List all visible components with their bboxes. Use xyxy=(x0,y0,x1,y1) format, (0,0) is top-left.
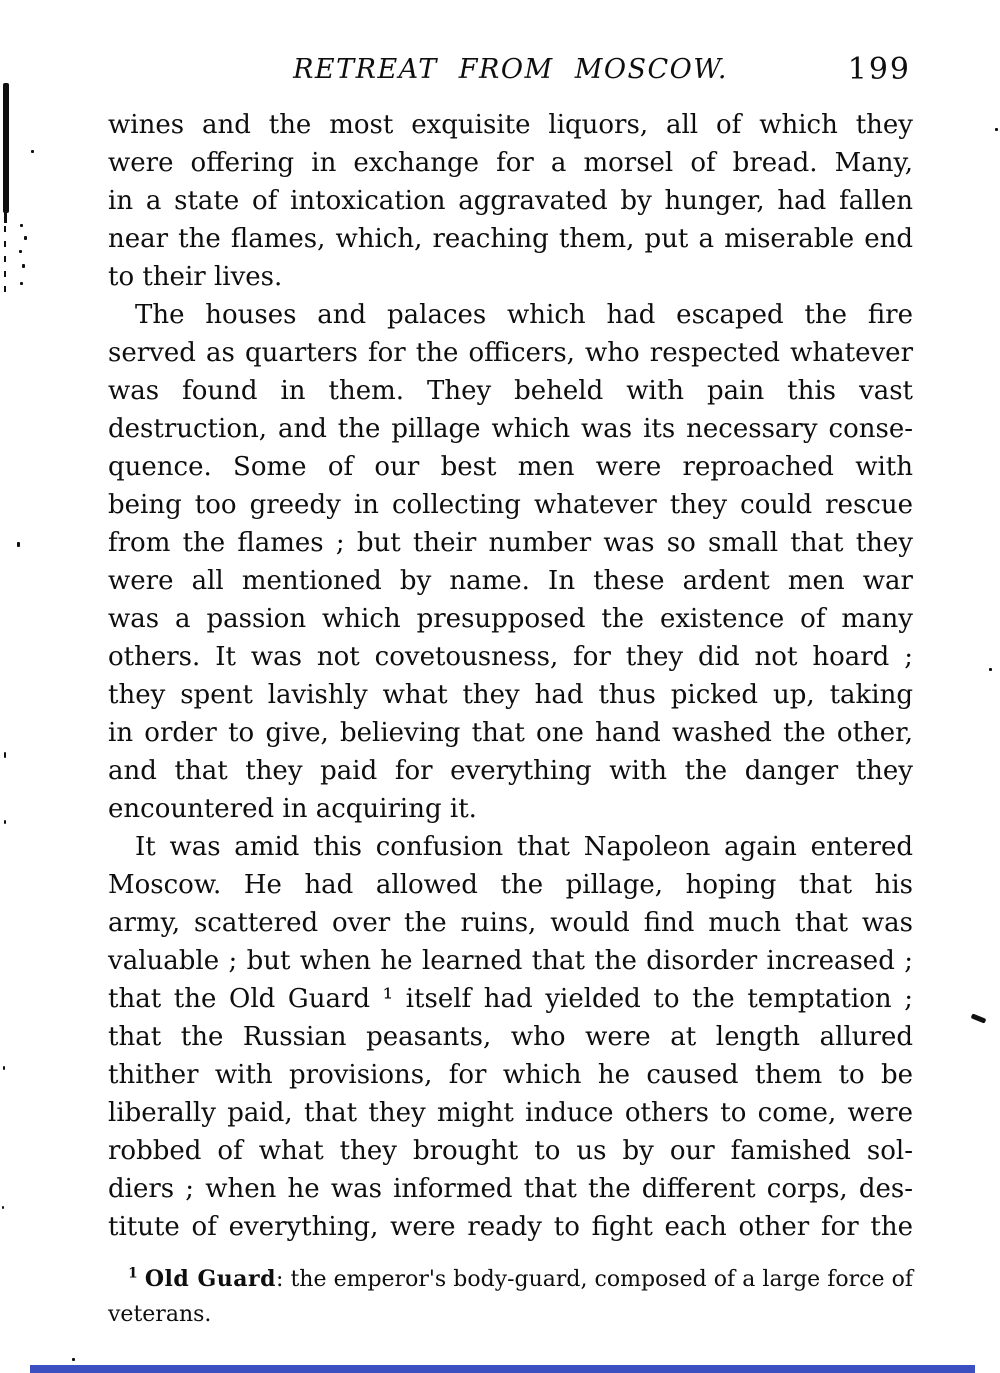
text-line: The houses and palaces which had escaped the fire xyxy=(135,300,913,330)
text-line: served as quarters for the officers, who respected whatever xyxy=(108,338,913,368)
scan-speckle xyxy=(4,820,6,824)
scan-speckle xyxy=(19,250,22,253)
running-title: RETREAT FROM MOSCOW. xyxy=(293,54,728,85)
text-line: they spent lavishly what they had thus picked up, taking xyxy=(108,680,913,710)
text-line: liberally paid, that they might induce others to come, were xyxy=(108,1098,913,1128)
scan-gutter-streak xyxy=(4,211,7,223)
text-line: was found in them. They beheld with pain this vast xyxy=(108,376,913,406)
scan-speckle xyxy=(17,542,20,547)
text-line: in order to give, believing that one hand washed the other, xyxy=(108,718,913,748)
text-line: in a state of intoxication aggravated by hunger, had fallen xyxy=(108,186,913,216)
scan-speckle xyxy=(2,1206,4,1209)
text-line: near the flames, which, reaching them, put a miserable end xyxy=(108,224,913,254)
scan-speckle xyxy=(20,282,23,285)
scan-speckle xyxy=(4,752,6,758)
text-line: Moscow. He had allowed the pillage, hoping that his xyxy=(108,870,913,900)
text-line: diers ; when he was informed that the different corps, des- xyxy=(108,1174,913,1204)
text-line: wines and the most exquisite liquors, all of which they xyxy=(108,110,913,140)
scan-speckle xyxy=(24,236,27,240)
scan-speckle xyxy=(72,1358,75,1361)
footnote-line xyxy=(108,1262,913,1297)
text-line: quence. Some of our best men were reproached with xyxy=(108,452,913,482)
text-line: thither with provisions, for which he caused them to be xyxy=(108,1060,913,1090)
text-line: were all mentioned by name. In these ardent men war xyxy=(108,566,913,596)
text-line: from the flames ; but their number was so small that they xyxy=(108,528,913,558)
scan-speckle xyxy=(3,1066,5,1070)
text-line: It was amid this confusion that Napoleon again entered xyxy=(135,832,913,862)
text-line: army, scattered over the ruins, would find much that was xyxy=(108,908,913,938)
text-line: titute of everything, were ready to fight each other for the xyxy=(108,1212,913,1242)
text-line: were offering in exchange for a morsel of bread. Many, xyxy=(108,148,913,178)
text-line: that the Old Guard ¹ itself had yielded to the temptation ; xyxy=(108,984,913,1014)
footnote-definition: : the emperor's body-guard, composed of a large force of xyxy=(275,1267,913,1292)
scan-speckle xyxy=(31,150,34,153)
scan-speckle xyxy=(995,128,998,131)
footnote xyxy=(108,1262,913,1332)
scan-gutter-streak-dashed xyxy=(4,226,6,298)
text-line: robbed of what they brought to us by our famished sol- xyxy=(108,1136,913,1166)
bottom-edge-bar xyxy=(30,1365,975,1373)
scan-speckle xyxy=(20,224,23,227)
text-line: encountered in acquiring it. xyxy=(108,794,477,824)
text-line: to their lives. xyxy=(108,262,283,292)
page-number: 199 xyxy=(847,52,911,87)
scan-ink-tick xyxy=(971,1013,987,1023)
body-text xyxy=(108,106,913,1246)
footnote-marker: 1 xyxy=(128,1265,138,1282)
scan-gutter-streak xyxy=(3,83,9,213)
page-header xyxy=(108,50,913,94)
text-line: others. It was not covetousness, for they did not hoard ; xyxy=(108,642,913,672)
text-line: valuable ; but when he learned that the disorder increased ; xyxy=(108,946,913,976)
scan-speckle xyxy=(989,668,992,671)
text-line: destruction, and the pillage which was its necessary conse- xyxy=(108,414,913,444)
text-line: was a passion which presupposed the existence of many xyxy=(108,604,913,634)
text-line: and that they paid for everything with the danger they xyxy=(108,756,913,786)
footnote-line: veterans. xyxy=(108,1302,212,1327)
text-line: that the Russian peasants, who were at length allured xyxy=(108,1022,913,1052)
text-line: being too greedy in collecting whatever they could rescue xyxy=(108,490,913,520)
scan-speckle xyxy=(22,264,25,268)
footnote-term: Old Guard xyxy=(144,1266,276,1292)
